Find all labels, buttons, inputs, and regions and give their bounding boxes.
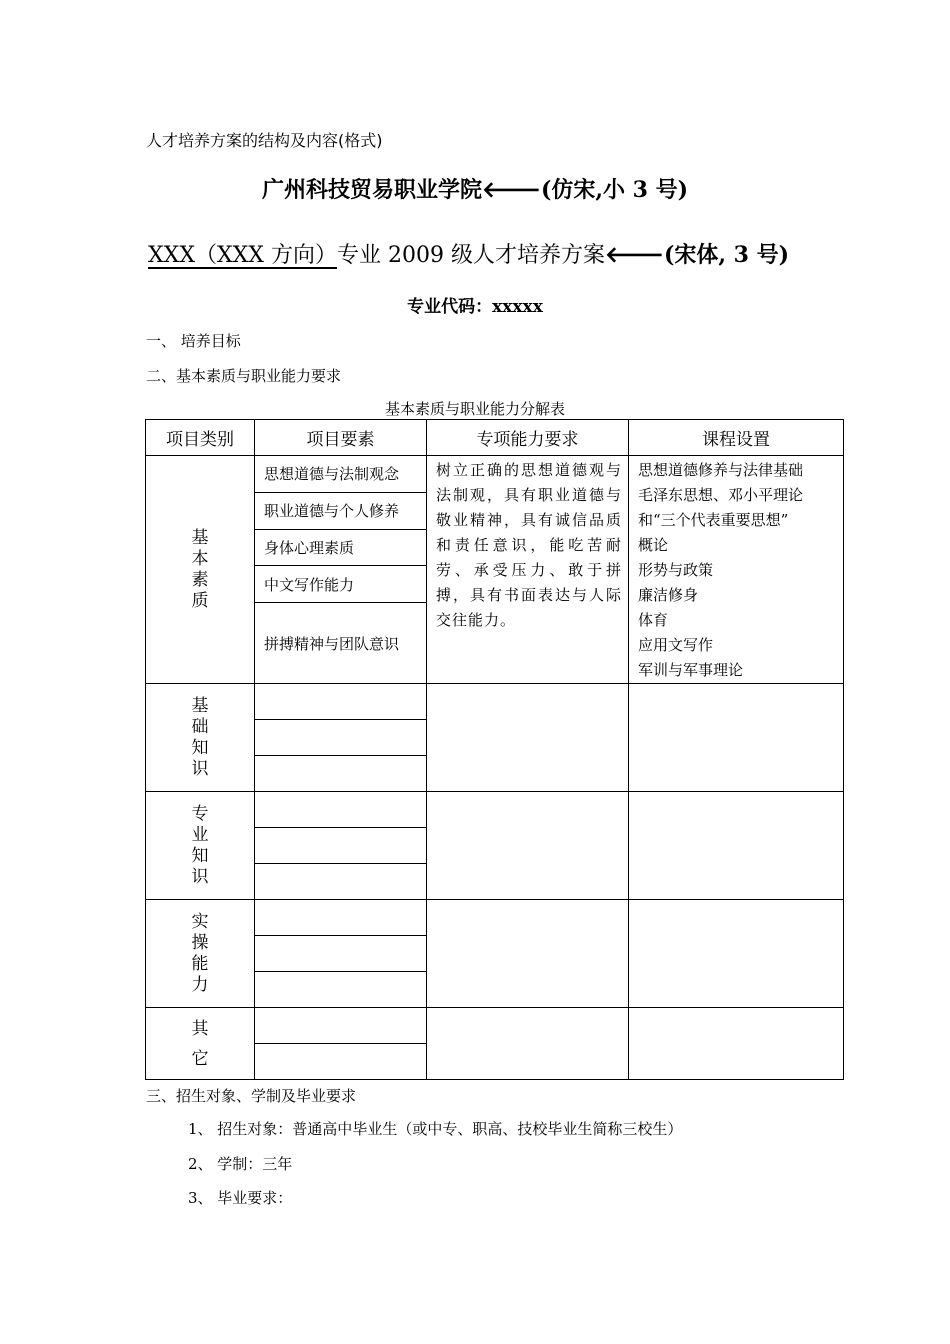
element-cell xyxy=(255,1044,427,1080)
table-caption: 基本素质与职业能力分解表 xyxy=(384,400,565,418)
program-name-blank: XXX（XXX 方向） xyxy=(148,243,337,268)
ability-cell xyxy=(427,900,629,1008)
element-cell: 思想道德与法制观念 xyxy=(255,456,427,493)
table-row xyxy=(146,900,844,936)
course-item: 思想道德修养与法律基础 xyxy=(638,461,804,479)
element-cell xyxy=(255,792,427,828)
list-item: 1、 招生对象：普通高中毕业生（或中专、职高、技校毕业生简称三校生） xyxy=(188,1120,683,1138)
competency-table xyxy=(145,419,844,1080)
table-row xyxy=(146,684,844,720)
element-cell: 拼搏精神与团队意识 xyxy=(255,603,427,684)
ability-requirement: 树立正确的思想道德观与法制观，具有职业道德与敬业精神，具有诚信品质和责任意识，能吃苦耐劳、承受压力、敢于拼搏，具有书面表达与人际交往能力。 xyxy=(427,456,629,684)
element-cell xyxy=(255,828,427,864)
section-heading-objectives: 一、 培养目标 xyxy=(146,332,241,350)
course-item: 和“三个代表重要思想” xyxy=(638,511,789,529)
section-heading-admission: 三、招生对象、学制及毕业要求 xyxy=(146,1087,357,1105)
ability-cell xyxy=(427,1008,629,1080)
program-title xyxy=(148,238,789,269)
course-item: 军训与军事理论 xyxy=(638,661,744,679)
college-title-note: (仿宋,小 3 号) xyxy=(540,177,689,203)
list-item: 2、 学制：三年 xyxy=(188,1155,293,1173)
element-cell: 职业道德与个人修养 xyxy=(255,492,427,529)
element-cell xyxy=(255,864,427,900)
element-cell xyxy=(255,720,427,756)
course-list xyxy=(629,456,844,684)
document-heading: 人才培养方案的结构及内容(格式) xyxy=(146,131,383,150)
arrow-left-icon: 🡐 xyxy=(604,242,664,268)
course-item: 概论 xyxy=(638,536,669,554)
category-basic-knowledge: 基 础 知 识 xyxy=(146,684,255,792)
course-cell xyxy=(629,1008,844,1080)
category-practical-ability: 实 操 能 力 xyxy=(146,900,255,1008)
course-item: 形势与政策 xyxy=(638,561,714,579)
college-title xyxy=(0,173,950,204)
table-header-row xyxy=(146,420,844,456)
course-item: 毛泽东思想、邓小平理论 xyxy=(638,486,804,504)
element-cell xyxy=(255,756,427,792)
course-cell xyxy=(629,684,844,792)
element-cell xyxy=(255,684,427,720)
element-cell: 中文写作能力 xyxy=(255,566,427,603)
element-cell xyxy=(255,936,427,972)
element-cell xyxy=(255,972,427,1008)
course-cell xyxy=(629,792,844,900)
section-heading-requirements: 二、基本素质与职业能力要求 xyxy=(146,367,342,385)
arrow-left-icon: 🡐 xyxy=(481,177,541,203)
header-element: 项目要素 xyxy=(255,420,427,456)
category-other: 其 它 xyxy=(146,1008,255,1080)
program-title-main: 专业 2009 级人才培养方案 xyxy=(336,243,605,268)
table-row xyxy=(146,1008,844,1044)
ability-cell xyxy=(427,792,629,900)
table-row xyxy=(146,456,844,493)
element-cell xyxy=(255,900,427,936)
element-cell xyxy=(255,1008,427,1044)
course-item: 应用文写作 xyxy=(638,636,714,654)
course-item: 体育 xyxy=(638,611,669,629)
table-row xyxy=(146,792,844,828)
element-cell: 身体心理素质 xyxy=(255,529,427,566)
program-code: 专业代码：xxxxx xyxy=(407,297,543,317)
ability-cell xyxy=(427,684,629,792)
category-professional-knowledge: 专 业 知 识 xyxy=(146,792,255,900)
header-ability: 专项能力要求 xyxy=(427,420,629,456)
program-title-note: (宋体, 3 号) xyxy=(663,242,790,268)
course-item: 廉洁修身 xyxy=(638,586,699,604)
course-cell xyxy=(629,900,844,1008)
list-item: 3、 毕业要求： xyxy=(188,1189,293,1207)
header-courses: 课程设置 xyxy=(629,420,844,456)
header-category: 项目类别 xyxy=(146,420,255,456)
college-name: 广州科技贸易职业学院 xyxy=(261,177,482,203)
category-basic-quality: 基 本 素 质 xyxy=(146,456,255,684)
